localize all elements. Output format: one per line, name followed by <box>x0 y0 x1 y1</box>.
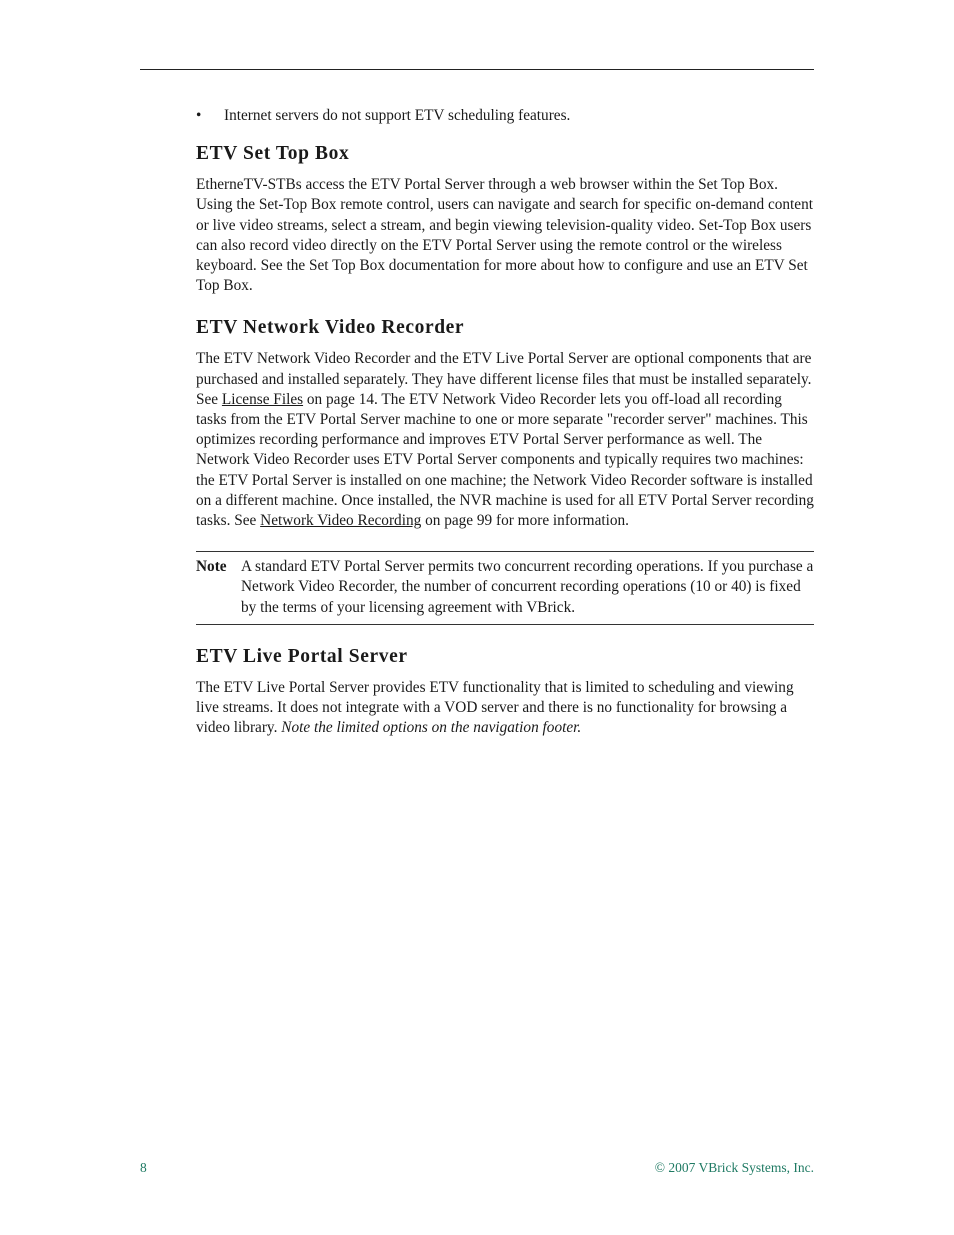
page-content <box>196 106 814 758</box>
network-video-recording-link[interactable]: Network Video Recording <box>260 512 422 530</box>
section-body-live-portal-server <box>196 678 814 739</box>
section-heading-network-video-recorder: ETV Network Video Recorder <box>196 317 465 339</box>
note-box <box>196 551 814 625</box>
note-label: Note <box>196 558 227 576</box>
section-heading-live-portal-server: ETV Live Portal Server <box>196 645 408 667</box>
header-rule <box>140 69 814 70</box>
bullet-mark: • <box>196 107 202 124</box>
note-text: A standard ETV Portal Server permits two concurrent recording operations. If you purchase a Network Video Recorder, the number of concurrent recording operations (10 or 40) is fixed by the terms of your licensing agreement with VBrick. <box>241 558 814 616</box>
section-body-network-video-recorder <box>196 349 814 531</box>
section-body-set-top-box: EtherneTV-STBs access the ETV Portal Server through a web browser within the Set Top Box. Using the Set-Top Box remote control, users can navigate and search for specific on-demand content or live video streams, select a stream, and begin viewing television-quality video. Set-Top Box users can also record video directly on the ETV Portal Server using the remote control or the wireless keyboard. See the Set Top Box documentation for more about how to configure and use an ETV Set Top Box. <box>196 176 813 295</box>
license-files-link[interactable]: License Files <box>221 390 304 408</box>
list-item <box>196 106 814 126</box>
live-body-italic: Note the limited options on the navigation footer. <box>281 719 582 737</box>
nvr-body-part3: on page 99 for more information. <box>421 512 629 530</box>
page-number: 8 <box>140 1160 147 1175</box>
section-heading-set-top-box: ETV Set Top Box <box>196 143 350 165</box>
bullet-text: Internet servers do not support ETV scheduling features. <box>224 107 571 124</box>
nvr-body-part2: on page 14. The ETV Network Video Recorder lets you off-load all recording tasks from the ETV Portal Server machine to one or more separate "recorder server" machines. This optimizes recording performance and improves ETV Portal Server performance as well. The Network Video Recorder uses ETV Portal Server components and typically requires two machines: the ETV Portal Server is installed on one machine; the Network Video Recorder software is installed on a different machine. Once installed, the NVR machine is used for all ETV Portal Server recording tasks. See <box>196 390 814 530</box>
nvr-body-part1: The ETV Network Video Recorder and the ETV Live Portal Server are optional components that are purchased and installed separately. They have different license files that must be installed separately. See <box>196 350 812 408</box>
copyright-notice: © 2007 VBrick Systems, Inc. <box>654 1160 814 1175</box>
live-body-text: The ETV Live Portal Server provides ETV functionality that is limited to scheduling and viewing live streams. It does not integrate with a VOD server and there is no functionality for browsing a video library. <box>196 678 794 737</box>
